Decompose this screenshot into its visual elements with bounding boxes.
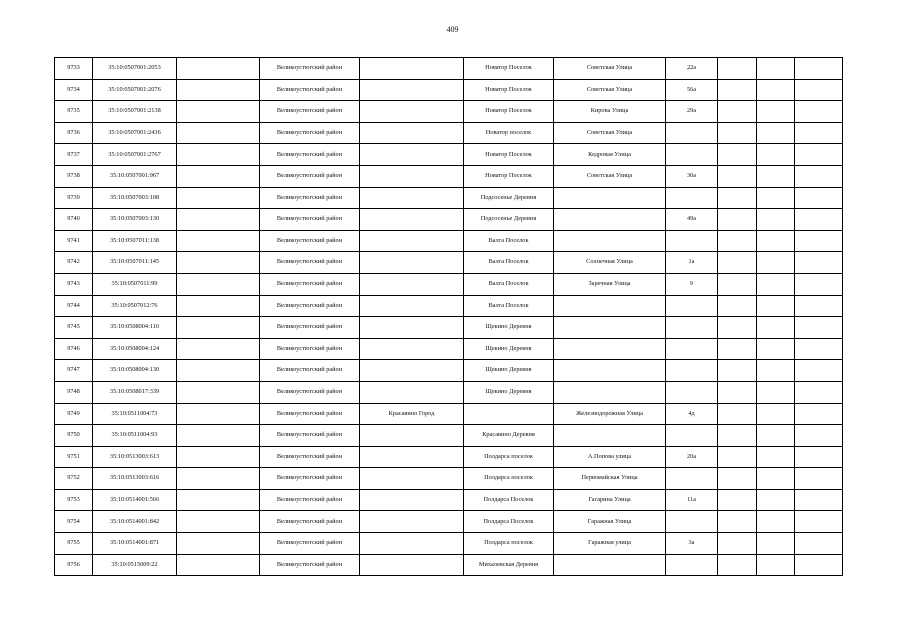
empty-cell bbox=[795, 58, 843, 80]
row-number-cell: 9736 bbox=[55, 122, 93, 144]
empty-cell bbox=[177, 165, 260, 187]
street-cell: Первомайская Улица bbox=[554, 468, 666, 490]
house-cell bbox=[666, 295, 718, 317]
empty-cell bbox=[177, 101, 260, 123]
table-row bbox=[55, 144, 843, 166]
street-cell bbox=[554, 554, 666, 576]
empty-cell bbox=[795, 209, 843, 231]
settlement-cell: Михалевская Деревня bbox=[464, 554, 554, 576]
table-row bbox=[55, 338, 843, 360]
settlement-cell: Полдарса поселок bbox=[464, 446, 554, 468]
empty-cell bbox=[795, 144, 843, 166]
settlement-cell: Щекино Деревня bbox=[464, 360, 554, 382]
district-cell: Великоустюгский район bbox=[260, 533, 360, 555]
street-cell bbox=[554, 187, 666, 209]
house-cell: 20а bbox=[666, 446, 718, 468]
empty-cell bbox=[757, 468, 795, 490]
street-cell: Кедровая Улица bbox=[554, 144, 666, 166]
table-row bbox=[55, 230, 843, 252]
row-number-cell: 9742 bbox=[55, 252, 93, 274]
row-number-cell: 9755 bbox=[55, 533, 93, 555]
district-cell: Великоустюгский район bbox=[260, 101, 360, 123]
empty-cell bbox=[795, 165, 843, 187]
empty-cell bbox=[718, 360, 757, 382]
empty-cell bbox=[795, 273, 843, 295]
empty-cell bbox=[177, 554, 260, 576]
empty-cell bbox=[757, 511, 795, 533]
empty-cell bbox=[718, 79, 757, 101]
cadastral-number-cell: 35:10:0507001:2076 bbox=[93, 79, 177, 101]
street-cell: Солнечная Улица bbox=[554, 252, 666, 274]
empty-cell bbox=[795, 295, 843, 317]
house-cell: 1а bbox=[666, 252, 718, 274]
city-cell bbox=[360, 533, 464, 555]
street-cell: Советская Улица bbox=[554, 122, 666, 144]
settlement-cell: Новатор Поселок bbox=[464, 144, 554, 166]
empty-cell bbox=[795, 446, 843, 468]
house-cell: 3а bbox=[666, 533, 718, 555]
cadastral-number-cell: 35:10:0511004:73 bbox=[93, 403, 177, 425]
city-cell bbox=[360, 511, 464, 533]
street-cell bbox=[554, 425, 666, 447]
cadastral-number-cell: 35:10:0507001:967 bbox=[93, 165, 177, 187]
empty-cell bbox=[795, 252, 843, 274]
district-cell: Великоустюгский район bbox=[260, 209, 360, 231]
row-number-cell: 9738 bbox=[55, 165, 93, 187]
row-number-cell: 9734 bbox=[55, 79, 93, 101]
registry-body bbox=[55, 58, 843, 576]
empty-cell bbox=[795, 122, 843, 144]
empty-cell bbox=[177, 446, 260, 468]
empty-cell bbox=[795, 381, 843, 403]
district-cell: Великоустюгский район bbox=[260, 360, 360, 382]
empty-cell bbox=[795, 338, 843, 360]
row-number-cell: 9746 bbox=[55, 338, 93, 360]
house-cell bbox=[666, 360, 718, 382]
empty-cell bbox=[795, 554, 843, 576]
empty-cell bbox=[795, 230, 843, 252]
table-row bbox=[55, 273, 843, 295]
city-cell bbox=[360, 468, 464, 490]
settlement-cell: Щекино Деревня bbox=[464, 317, 554, 339]
cadastral-number-cell: 35:10:0507012:76 bbox=[93, 295, 177, 317]
empty-cell bbox=[795, 187, 843, 209]
district-cell: Великоустюгский район bbox=[260, 446, 360, 468]
row-number-cell: 9741 bbox=[55, 230, 93, 252]
empty-cell bbox=[757, 360, 795, 382]
city-cell bbox=[360, 360, 464, 382]
city-cell bbox=[360, 317, 464, 339]
table-row bbox=[55, 122, 843, 144]
district-cell: Великоустюгский район bbox=[260, 317, 360, 339]
cadastral-number-cell: 35:10:0514001:566 bbox=[93, 489, 177, 511]
settlement-cell: Валга Поселок bbox=[464, 252, 554, 274]
house-cell bbox=[666, 554, 718, 576]
table-row bbox=[55, 252, 843, 274]
street-cell: А.Попова улица bbox=[554, 446, 666, 468]
empty-cell bbox=[757, 446, 795, 468]
cadastral-number-cell: 35:10:0513003:613 bbox=[93, 446, 177, 468]
house-cell bbox=[666, 511, 718, 533]
cadastral-number-cell: 35:10:0508017:339 bbox=[93, 381, 177, 403]
empty-cell bbox=[177, 511, 260, 533]
empty-cell bbox=[757, 230, 795, 252]
empty-cell bbox=[757, 252, 795, 274]
empty-cell bbox=[757, 554, 795, 576]
empty-cell bbox=[757, 381, 795, 403]
empty-cell bbox=[757, 273, 795, 295]
empty-cell bbox=[718, 446, 757, 468]
empty-cell bbox=[177, 295, 260, 317]
house-cell: 22а bbox=[666, 58, 718, 80]
empty-cell bbox=[718, 489, 757, 511]
empty-cell bbox=[795, 79, 843, 101]
house-cell: 4д bbox=[666, 403, 718, 425]
empty-cell bbox=[177, 533, 260, 555]
row-number-cell: 9754 bbox=[55, 511, 93, 533]
table-row bbox=[55, 317, 843, 339]
row-number-cell: 9733 bbox=[55, 58, 93, 80]
empty-cell bbox=[757, 338, 795, 360]
street-cell bbox=[554, 317, 666, 339]
empty-cell bbox=[757, 101, 795, 123]
empty-cell bbox=[718, 511, 757, 533]
row-number-cell: 9756 bbox=[55, 554, 93, 576]
row-number-cell: 9744 bbox=[55, 295, 93, 317]
row-number-cell: 9751 bbox=[55, 446, 93, 468]
row-number-cell: 9735 bbox=[55, 101, 93, 123]
cadastral-number-cell: 35:10:0507011:99 bbox=[93, 273, 177, 295]
empty-cell bbox=[757, 295, 795, 317]
district-cell: Великоустюгский район bbox=[260, 79, 360, 101]
table-row bbox=[55, 187, 843, 209]
cadastral-number-cell: 35:10:0508004:110 bbox=[93, 317, 177, 339]
cadastral-number-cell: 35:10:0507003:108 bbox=[93, 187, 177, 209]
city-cell bbox=[360, 230, 464, 252]
row-number-cell: 9739 bbox=[55, 187, 93, 209]
empty-cell bbox=[795, 533, 843, 555]
empty-cell bbox=[718, 165, 757, 187]
empty-cell bbox=[718, 295, 757, 317]
house-cell bbox=[666, 230, 718, 252]
empty-cell bbox=[795, 101, 843, 123]
empty-cell bbox=[177, 425, 260, 447]
cadastral-number-cell: 35:10:0507003:130 bbox=[93, 209, 177, 231]
cadastral-number-cell: 35:10:0511004:93 bbox=[93, 425, 177, 447]
cadastral-number-cell: 35:10:0507001:2138 bbox=[93, 101, 177, 123]
empty-cell bbox=[757, 317, 795, 339]
house-cell bbox=[666, 468, 718, 490]
empty-cell bbox=[718, 317, 757, 339]
empty-cell bbox=[718, 338, 757, 360]
city-cell bbox=[360, 338, 464, 360]
street-cell bbox=[554, 360, 666, 382]
empty-cell bbox=[718, 209, 757, 231]
empty-cell bbox=[718, 187, 757, 209]
settlement-cell: Полдарса поселок bbox=[464, 468, 554, 490]
city-cell bbox=[360, 122, 464, 144]
empty-cell bbox=[177, 338, 260, 360]
row-number-cell: 9740 bbox=[55, 209, 93, 231]
city-cell bbox=[360, 144, 464, 166]
empty-cell bbox=[177, 144, 260, 166]
settlement-cell: Подсосенье Деревня bbox=[464, 187, 554, 209]
settlement-cell: Новатор Поселок bbox=[464, 165, 554, 187]
city-cell bbox=[360, 446, 464, 468]
settlement-cell: Новатор поселок bbox=[464, 122, 554, 144]
district-cell: Великоустюгский район bbox=[260, 252, 360, 274]
street-cell: Советская Улица bbox=[554, 58, 666, 80]
settlement-cell: Щекино Деревня bbox=[464, 381, 554, 403]
city-cell bbox=[360, 79, 464, 101]
empty-cell bbox=[757, 209, 795, 231]
district-cell: Великоустюгский район bbox=[260, 295, 360, 317]
cadastral-number-cell: 35:10:0508004:124 bbox=[93, 338, 177, 360]
city-cell bbox=[360, 425, 464, 447]
row-number-cell: 9747 bbox=[55, 360, 93, 382]
city-cell bbox=[360, 209, 464, 231]
empty-cell bbox=[757, 533, 795, 555]
house-cell bbox=[666, 425, 718, 447]
table-row bbox=[55, 425, 843, 447]
house-cell: 29а bbox=[666, 101, 718, 123]
empty-cell bbox=[177, 273, 260, 295]
cadastral-number-cell: 35:10:0507001:2436 bbox=[93, 122, 177, 144]
city-cell bbox=[360, 165, 464, 187]
settlement-cell: Полдарса поселок bbox=[464, 533, 554, 555]
cadastral-number-cell: 35:10:0507001:2053 bbox=[93, 58, 177, 80]
settlement-cell: Валга Поселок bbox=[464, 230, 554, 252]
row-number-cell: 9743 bbox=[55, 273, 93, 295]
house-cell bbox=[666, 338, 718, 360]
empty-cell bbox=[718, 122, 757, 144]
row-number-cell: 9753 bbox=[55, 489, 93, 511]
empty-cell bbox=[795, 468, 843, 490]
street-cell: Кирова Улица bbox=[554, 101, 666, 123]
street-cell: Советская Улица bbox=[554, 79, 666, 101]
street-cell: Заречная Улица bbox=[554, 273, 666, 295]
district-cell: Великоустюгский район bbox=[260, 554, 360, 576]
settlement-cell: Щекино Деревня bbox=[464, 338, 554, 360]
house-cell bbox=[666, 122, 718, 144]
district-cell: Великоустюгский район bbox=[260, 425, 360, 447]
settlement-cell: Новатор Поселок bbox=[464, 58, 554, 80]
cadastral-number-cell: 35:10:0508004:130 bbox=[93, 360, 177, 382]
house-cell: 9 bbox=[666, 273, 718, 295]
street-cell bbox=[554, 338, 666, 360]
city-cell bbox=[360, 252, 464, 274]
house-cell bbox=[666, 187, 718, 209]
row-number-cell: 9749 bbox=[55, 403, 93, 425]
empty-cell bbox=[177, 187, 260, 209]
street-cell bbox=[554, 230, 666, 252]
empty-cell bbox=[757, 425, 795, 447]
table-row bbox=[55, 511, 843, 533]
empty-cell bbox=[177, 381, 260, 403]
empty-cell bbox=[795, 317, 843, 339]
empty-cell bbox=[718, 144, 757, 166]
settlement-cell bbox=[464, 403, 554, 425]
table-row bbox=[55, 489, 843, 511]
table-row bbox=[55, 295, 843, 317]
empty-cell bbox=[757, 403, 795, 425]
row-number-cell: 9745 bbox=[55, 317, 93, 339]
empty-cell bbox=[177, 403, 260, 425]
table-row bbox=[55, 58, 843, 80]
street-cell bbox=[554, 209, 666, 231]
settlement-cell: Валга Поселок bbox=[464, 295, 554, 317]
empty-cell bbox=[718, 533, 757, 555]
empty-cell bbox=[718, 101, 757, 123]
empty-cell bbox=[718, 273, 757, 295]
cadastral-number-cell: 35:10:0507011:138 bbox=[93, 230, 177, 252]
empty-cell bbox=[177, 252, 260, 274]
empty-cell bbox=[757, 489, 795, 511]
city-cell bbox=[360, 101, 464, 123]
cadastral-number-cell: 35:10:0514001:871 bbox=[93, 533, 177, 555]
city-cell bbox=[360, 489, 464, 511]
empty-cell bbox=[718, 58, 757, 80]
district-cell: Великоустюгский район bbox=[260, 403, 360, 425]
row-number-cell: 9752 bbox=[55, 468, 93, 490]
settlement-cell: Новатор Поселок bbox=[464, 101, 554, 123]
empty-cell bbox=[718, 381, 757, 403]
district-cell: Великоустюгский район bbox=[260, 489, 360, 511]
settlement-cell: Полдарса Поселок bbox=[464, 489, 554, 511]
cadastral-number-cell: 35:10:0514001:842 bbox=[93, 511, 177, 533]
district-cell: Великоустюгский район bbox=[260, 273, 360, 295]
empty-cell bbox=[718, 425, 757, 447]
district-cell: Великоустюгский район bbox=[260, 381, 360, 403]
empty-cell bbox=[795, 489, 843, 511]
empty-cell bbox=[757, 165, 795, 187]
city-cell: Красавино Город bbox=[360, 403, 464, 425]
table-row bbox=[55, 403, 843, 425]
street-cell: Гаражная Улица bbox=[554, 511, 666, 533]
empty-cell bbox=[795, 360, 843, 382]
table-row bbox=[55, 381, 843, 403]
city-cell bbox=[360, 554, 464, 576]
empty-cell bbox=[718, 252, 757, 274]
empty-cell bbox=[795, 425, 843, 447]
city-cell bbox=[360, 381, 464, 403]
house-cell bbox=[666, 381, 718, 403]
empty-cell bbox=[795, 511, 843, 533]
empty-cell bbox=[718, 468, 757, 490]
settlement-cell: Новатор Поселок bbox=[464, 79, 554, 101]
empty-cell bbox=[177, 209, 260, 231]
empty-cell bbox=[177, 360, 260, 382]
table-row bbox=[55, 533, 843, 555]
district-cell: Великоустюгский район bbox=[260, 165, 360, 187]
empty-cell bbox=[718, 554, 757, 576]
street-cell bbox=[554, 381, 666, 403]
city-cell bbox=[360, 58, 464, 80]
empty-cell bbox=[757, 58, 795, 80]
district-cell: Великоустюгский район bbox=[260, 58, 360, 80]
street-cell: Железнодорожная Улица bbox=[554, 403, 666, 425]
house-cell: 11а bbox=[666, 489, 718, 511]
district-cell: Великоустюгский район bbox=[260, 511, 360, 533]
row-number-cell: 9748 bbox=[55, 381, 93, 403]
cadastral-number-cell: 35:10:0513003:616 bbox=[93, 468, 177, 490]
empty-cell bbox=[718, 403, 757, 425]
table-row bbox=[55, 165, 843, 187]
empty-cell bbox=[177, 58, 260, 80]
registry-table bbox=[54, 57, 843, 576]
empty-cell bbox=[757, 122, 795, 144]
cadastral-number-cell: 35:10:0507011:145 bbox=[93, 252, 177, 274]
empty-cell bbox=[177, 230, 260, 252]
table-row bbox=[55, 446, 843, 468]
street-cell: Советская Улица bbox=[554, 165, 666, 187]
settlement-cell: Подсосенье Деревня bbox=[464, 209, 554, 231]
street-cell bbox=[554, 295, 666, 317]
page-number: 409 bbox=[446, 25, 459, 34]
house-cell bbox=[666, 317, 718, 339]
table-row bbox=[55, 79, 843, 101]
empty-cell bbox=[795, 403, 843, 425]
settlement-cell: Красавино Деревня bbox=[464, 425, 554, 447]
cadastral-number-cell: 35:10:0507001:2767 bbox=[93, 144, 177, 166]
city-cell bbox=[360, 187, 464, 209]
house-cell: 56а bbox=[666, 79, 718, 101]
empty-cell bbox=[177, 317, 260, 339]
empty-cell bbox=[757, 79, 795, 101]
city-cell bbox=[360, 295, 464, 317]
empty-cell bbox=[757, 144, 795, 166]
street-cell: Гагарина Улица bbox=[554, 489, 666, 511]
table-row bbox=[55, 468, 843, 490]
empty-cell bbox=[177, 122, 260, 144]
house-cell bbox=[666, 144, 718, 166]
empty-cell bbox=[177, 489, 260, 511]
row-number-cell: 9737 bbox=[55, 144, 93, 166]
table-row bbox=[55, 101, 843, 123]
house-cell: 30а bbox=[666, 165, 718, 187]
settlement-cell: Полдарса Поселок bbox=[464, 511, 554, 533]
cadastral-number-cell: 35:10:0515009:22 bbox=[93, 554, 177, 576]
empty-cell bbox=[757, 187, 795, 209]
city-cell bbox=[360, 273, 464, 295]
district-cell: Великоустюгский район bbox=[260, 187, 360, 209]
row-number-cell: 9750 bbox=[55, 425, 93, 447]
street-cell: Гаражная улица bbox=[554, 533, 666, 555]
district-cell: Великоустюгский район bbox=[260, 144, 360, 166]
empty-cell bbox=[177, 79, 260, 101]
district-cell: Великоустюгский район bbox=[260, 338, 360, 360]
table-row bbox=[55, 360, 843, 382]
house-cell: 49а bbox=[666, 209, 718, 231]
district-cell: Великоустюгский район bbox=[260, 230, 360, 252]
table-row bbox=[55, 209, 843, 231]
district-cell: Великоустюгский район bbox=[260, 468, 360, 490]
settlement-cell: Валга Поселок bbox=[464, 273, 554, 295]
table-row bbox=[55, 554, 843, 576]
empty-cell bbox=[718, 230, 757, 252]
empty-cell bbox=[177, 468, 260, 490]
district-cell: Великоустюгский район bbox=[260, 122, 360, 144]
